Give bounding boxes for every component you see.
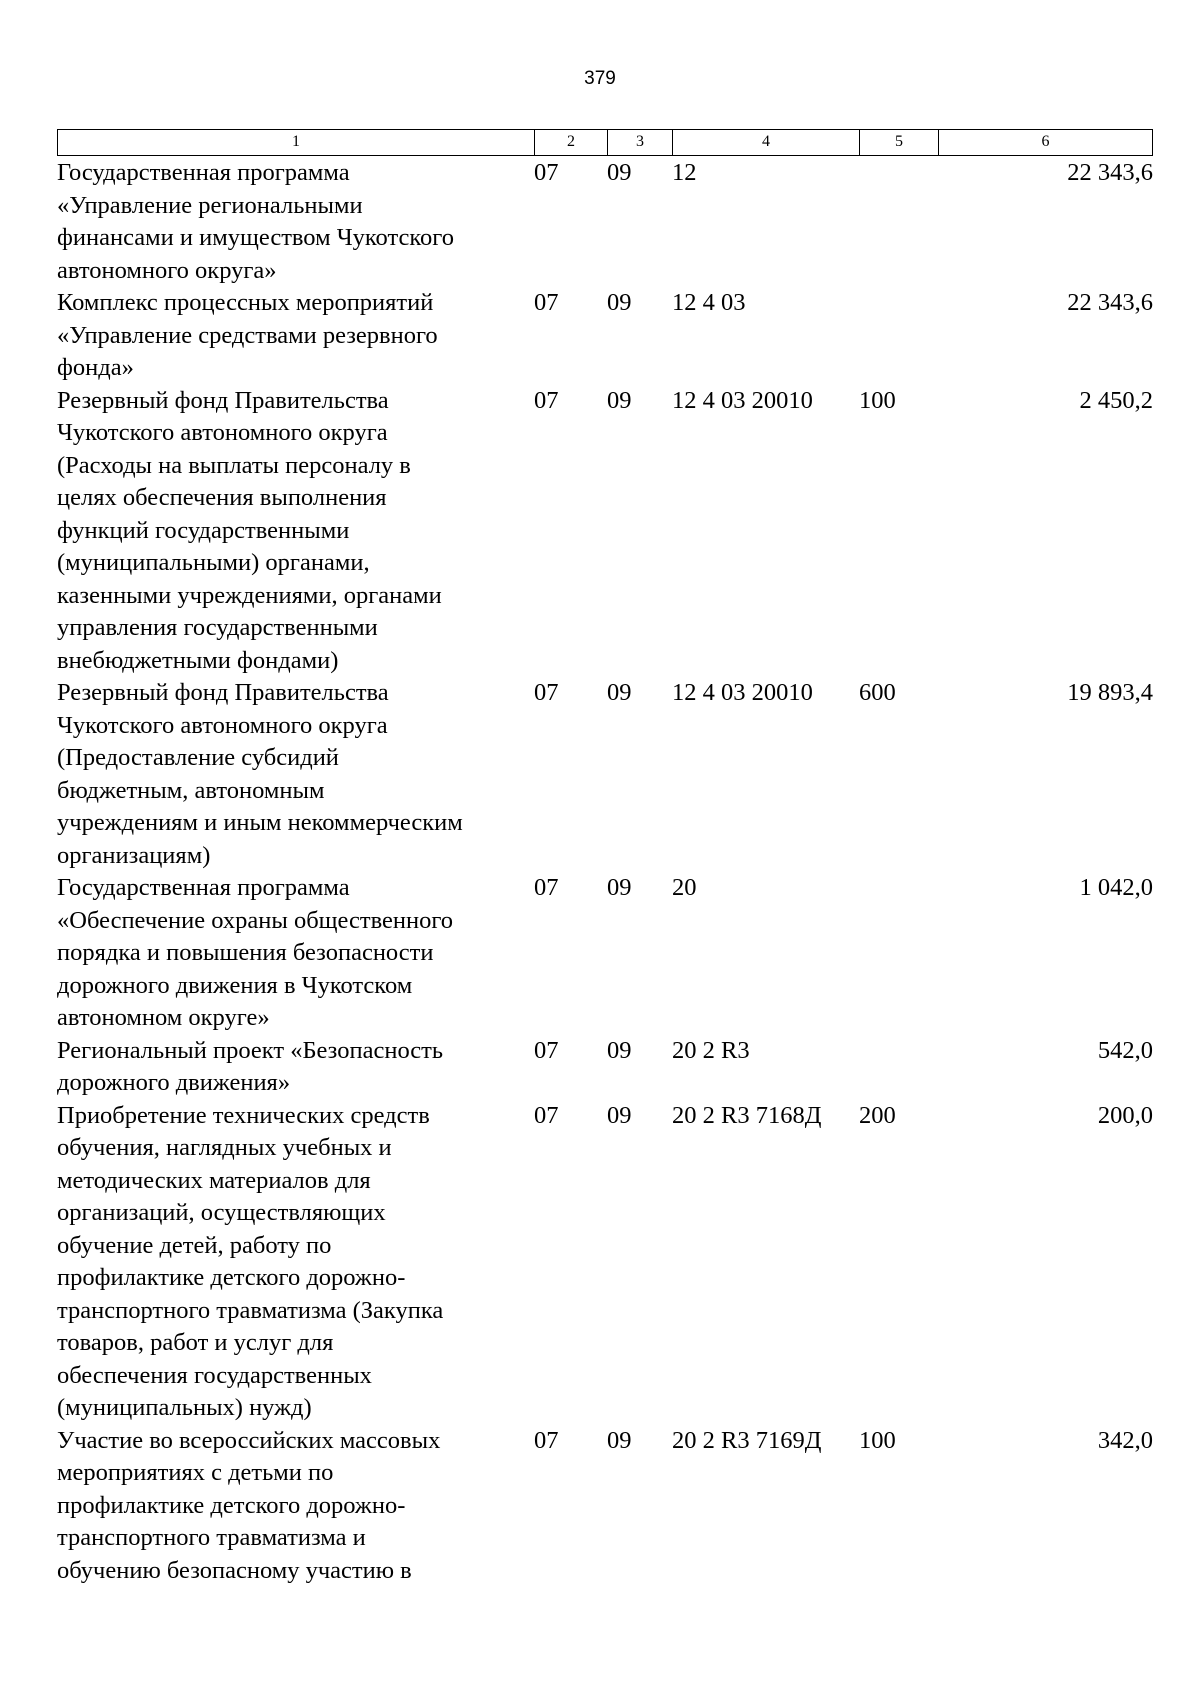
table-row (57, 157, 1153, 287)
row-section: 07 (534, 1101, 559, 1129)
table-row (57, 1425, 1153, 1588)
row-section: 07 (534, 386, 559, 414)
row-name: Участие во всероссийских массовых мероприятиях с детьми по профилактике детского дорожно- транспортного травматизма и обучению безопасному участию в (57, 1426, 441, 1584)
header-col-5: 5 (860, 130, 939, 155)
row-subsection: 09 (607, 386, 632, 414)
table-row (57, 1100, 1153, 1425)
row-name: Государственная программа «Управление региональными финансами и имуществом Чукотского автономного округа» (57, 159, 454, 284)
table-row (57, 872, 1153, 1035)
row-section: 07 (534, 1036, 559, 1064)
row-section: 07 (534, 679, 559, 706)
header-col-3: 3 (608, 130, 673, 155)
header-col-1: 1 (58, 130, 535, 155)
row-name: Государственная программа «Обеспечение охраны общественного порядка и повышения безопасности дорожного движения в Чукотском автономном округе» (57, 874, 454, 1031)
table-body (57, 157, 1153, 1587)
table-row (57, 287, 1153, 385)
page-number: 379 (584, 68, 616, 89)
row-name: Комплекс процессных мероприятий «Управление средствами резервного фонда» (57, 289, 438, 381)
table-row (57, 677, 1153, 872)
row-target-article: 12 4 03 20010 (672, 679, 813, 706)
row-expense-type: 600 (859, 679, 896, 706)
row-section: 07 (534, 1426, 559, 1454)
row-section: 07 (534, 874, 559, 901)
row-expense-type: 100 (859, 1426, 896, 1454)
header-col-2: 2 (535, 130, 608, 155)
row-amount: 342,0 (1097, 1426, 1153, 1454)
row-name: Региональный проект «Безопасность дорожного движения» (57, 1036, 444, 1096)
row-target-article: 20 2 R3 7168Д (672, 1101, 822, 1129)
row-amount: 22 343,6 (1067, 289, 1153, 316)
row-amount: 2 450,2 (1079, 386, 1153, 414)
row-name: Резервный фонд Правительства Чукотского автономного округа (Расходы на выплаты персоналу в целях обеспечения выполнения функций государственными (муниципальными) органами, казенными учреждениями, органами управления государственными внебюджетными фондами) (57, 386, 442, 674)
row-name: Приобретение технических средств обучения, наглядных учебных и методических материалов для организаций, осуществляющих обучение детей, работу по профилактике детского дорожно- транспортного травматизма (Закупка товаров, работ и услуг для обеспечения государственных (муниципальных) нужд) (57, 1101, 444, 1421)
table-row (57, 385, 1153, 678)
header-col-6: 6 (1041, 133, 1050, 150)
row-amount: 22 343,6 (1067, 159, 1153, 186)
row-target-article: 20 (672, 874, 697, 901)
row-target-article: 12 4 03 20010 (672, 386, 813, 414)
row-expense-type: 200 (859, 1101, 896, 1129)
row-amount: 19 893,4 (1067, 679, 1153, 706)
row-amount: 542,0 (1097, 1036, 1153, 1064)
row-target-article: 20 2 R3 (672, 1036, 750, 1064)
row-section: 07 (534, 289, 559, 316)
row-subsection: 09 (607, 1036, 632, 1064)
row-subsection: 09 (607, 874, 632, 901)
table-header (57, 129, 1153, 156)
row-subsection: 09 (607, 679, 632, 706)
row-subsection: 09 (607, 159, 632, 186)
header-col-4: 4 (673, 130, 860, 155)
row-target-article: 12 4 03 (672, 289, 746, 316)
row-target-article: 20 2 R3 7169Д (672, 1426, 822, 1454)
table-row (57, 1035, 1153, 1100)
row-subsection: 09 (607, 289, 632, 316)
row-expense-type: 100 (859, 386, 896, 414)
row-name: Резервный фонд Правительства Чукотского автономного округа (Предоставление субсидий бюджетным, автономным учреждениям и иным некоммерческим организациям) (57, 679, 463, 869)
row-subsection: 09 (607, 1101, 632, 1129)
row-target-article: 12 (672, 159, 697, 186)
row-section: 07 (534, 159, 559, 186)
row-amount: 1 042,0 (1079, 874, 1153, 901)
row-amount: 200,0 (1097, 1101, 1153, 1129)
row-subsection: 09 (607, 1426, 632, 1454)
